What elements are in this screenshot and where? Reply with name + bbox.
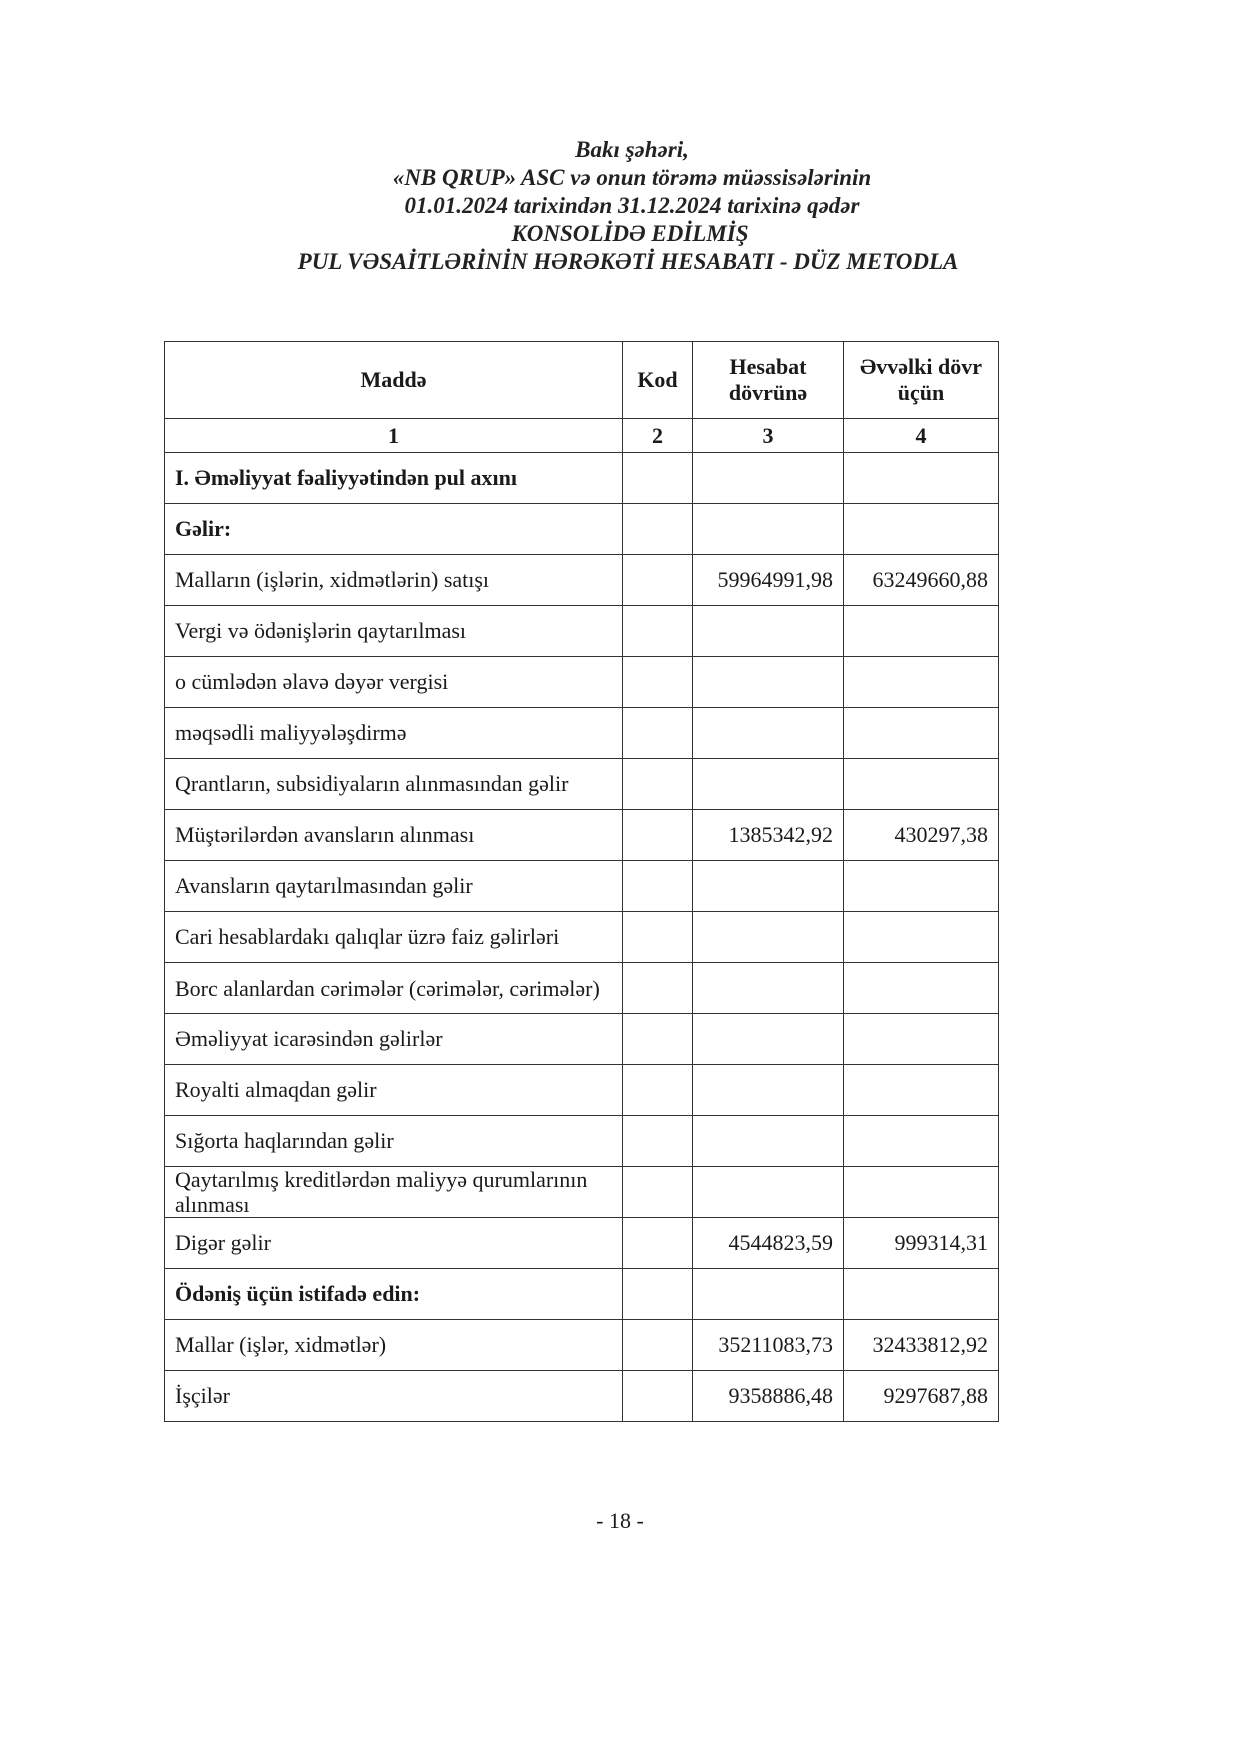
row-prior [844,759,999,810]
table-row [165,1371,999,1422]
row-code [623,1116,693,1167]
row-current [693,1065,844,1116]
row-current [693,1269,844,1320]
table-row [165,1167,999,1218]
row-prior [844,1269,999,1320]
row-current: 59964991,98 [693,555,844,606]
table-row [165,708,999,759]
row-current [693,1014,844,1065]
row-item: Royalti almaqdan gəlir [165,1065,623,1116]
row-code [623,555,693,606]
row-code [623,861,693,912]
page-number: - 18 - [596,1508,644,1533]
row-item: Sığorta haqlarından gəlir [165,1116,623,1167]
row-current [693,1167,844,1218]
header-consolidated: KONSOLİDƏ EDİLMİŞ [511,221,749,246]
column-number-row [165,419,999,453]
row-current: 35211083,73 [693,1320,844,1371]
row-item: Gəlir: [165,504,623,555]
row-item: Əməliyyat icarəsindən gəlirlər [165,1014,623,1065]
row-current [693,504,844,555]
row-prior [844,1065,999,1116]
row-item: Malların (işlərin, xidmətlərin) satışı [165,555,623,606]
row-prior [844,453,999,504]
row-code [623,453,693,504]
row-current [693,861,844,912]
row-code [623,708,693,759]
row-current: 9358886,48 [693,1371,844,1422]
row-current [693,606,844,657]
row-current [693,453,844,504]
row-prior [844,912,999,963]
table-row [165,606,999,657]
row-item: Mallar (işlər, xidmətlər) [165,1320,623,1371]
column-number: 4 [844,419,999,453]
table-row [165,1218,999,1269]
row-current [693,759,844,810]
row-item: I. Əməliyyat fəaliyyətindən pul axını [165,453,623,504]
row-prior [844,708,999,759]
table-row [165,759,999,810]
row-item: Qrantların, subsidiyaların alınmasından gəlir [165,759,623,810]
column-number: 2 [623,419,693,453]
row-prior: 999314,31 [844,1218,999,1269]
report-header [0,136,1240,276]
row-item: Cari hesablardakı qalıqlar üzrə faiz gəlirləri [165,912,623,963]
row-prior: 32433812,92 [844,1320,999,1371]
header-report-title: PUL VƏSAİTLƏRİNİN HƏRƏKƏTİ HESABATI - DÜZ METODLA [297,249,959,274]
table-row [165,555,999,606]
row-item: Vergi və ödənişlərin qaytarılması [165,606,623,657]
row-item: İşçilər [165,1371,623,1422]
table-row [165,810,999,861]
row-item: Avansların qaytarılmasından gəlir [165,861,623,912]
row-item: o cümlədən əlavə dəyər vergisi [165,657,623,708]
table-row [165,1116,999,1167]
table-row [165,504,999,555]
row-code [623,1320,693,1371]
row-current: 1385342,92 [693,810,844,861]
table-row [165,912,999,963]
header-company: «NB QRUP» ASC və onun törəmə müəssisələrinin [392,165,872,190]
header-period: 01.01.2024 tarixindən 31.12.2024 tarixinə qədər [404,193,860,218]
row-code [623,810,693,861]
row-prior [844,1116,999,1167]
row-code [623,1014,693,1065]
row-code [623,1167,693,1218]
row-prior [844,606,999,657]
row-current [693,708,844,759]
table-row [165,1014,999,1065]
row-code [623,912,693,963]
column-number: 1 [165,419,623,453]
row-code [623,1065,693,1116]
column-header-code: Kod [623,342,693,419]
row-code [623,1218,693,1269]
table-row [165,657,999,708]
row-prior [844,963,999,1014]
row-prior [844,504,999,555]
row-prior [844,1014,999,1065]
column-number: 3 [693,419,844,453]
row-item: məqsədli maliyyələşdirmə [165,708,623,759]
row-prior [844,1167,999,1218]
cash-flow-table [164,341,999,1422]
row-current: 4544823,59 [693,1218,844,1269]
table-row [165,1065,999,1116]
row-prior: 430297,38 [844,810,999,861]
row-item: Müştərilərdən avansların alınması [165,810,623,861]
row-code [623,963,693,1014]
row-prior [844,861,999,912]
row-item: Qaytarılmış kreditlərdən maliyyə qurumlarının alınması [165,1167,623,1218]
table-row [165,963,999,1014]
row-item: Ödəniş üçün istifadə edin: [165,1269,623,1320]
row-code [623,504,693,555]
column-header-current: Hesabat dövrünə [693,342,844,419]
row-code [623,759,693,810]
row-current [693,1116,844,1167]
table-row [165,1269,999,1320]
row-code [623,1371,693,1422]
row-item: Digər gəlir [165,1218,623,1269]
row-prior: 9297687,88 [844,1371,999,1422]
row-current [693,963,844,1014]
row-item: Borc alanlardan cərimələr (cərimələr, cərimələr) [165,963,623,1014]
row-prior: 63249660,88 [844,555,999,606]
column-header-item: Maddə [165,342,623,419]
table-row [165,861,999,912]
table-row [165,453,999,504]
row-code [623,606,693,657]
table-row [165,1320,999,1371]
row-code [623,657,693,708]
row-current [693,912,844,963]
table-header-row [165,342,999,419]
header-city: Bakı şəhəri, [575,137,689,162]
row-prior [844,657,999,708]
row-current [693,657,844,708]
row-code [623,1269,693,1320]
column-header-prior: Əvvəlki dövr üçün [844,342,999,419]
